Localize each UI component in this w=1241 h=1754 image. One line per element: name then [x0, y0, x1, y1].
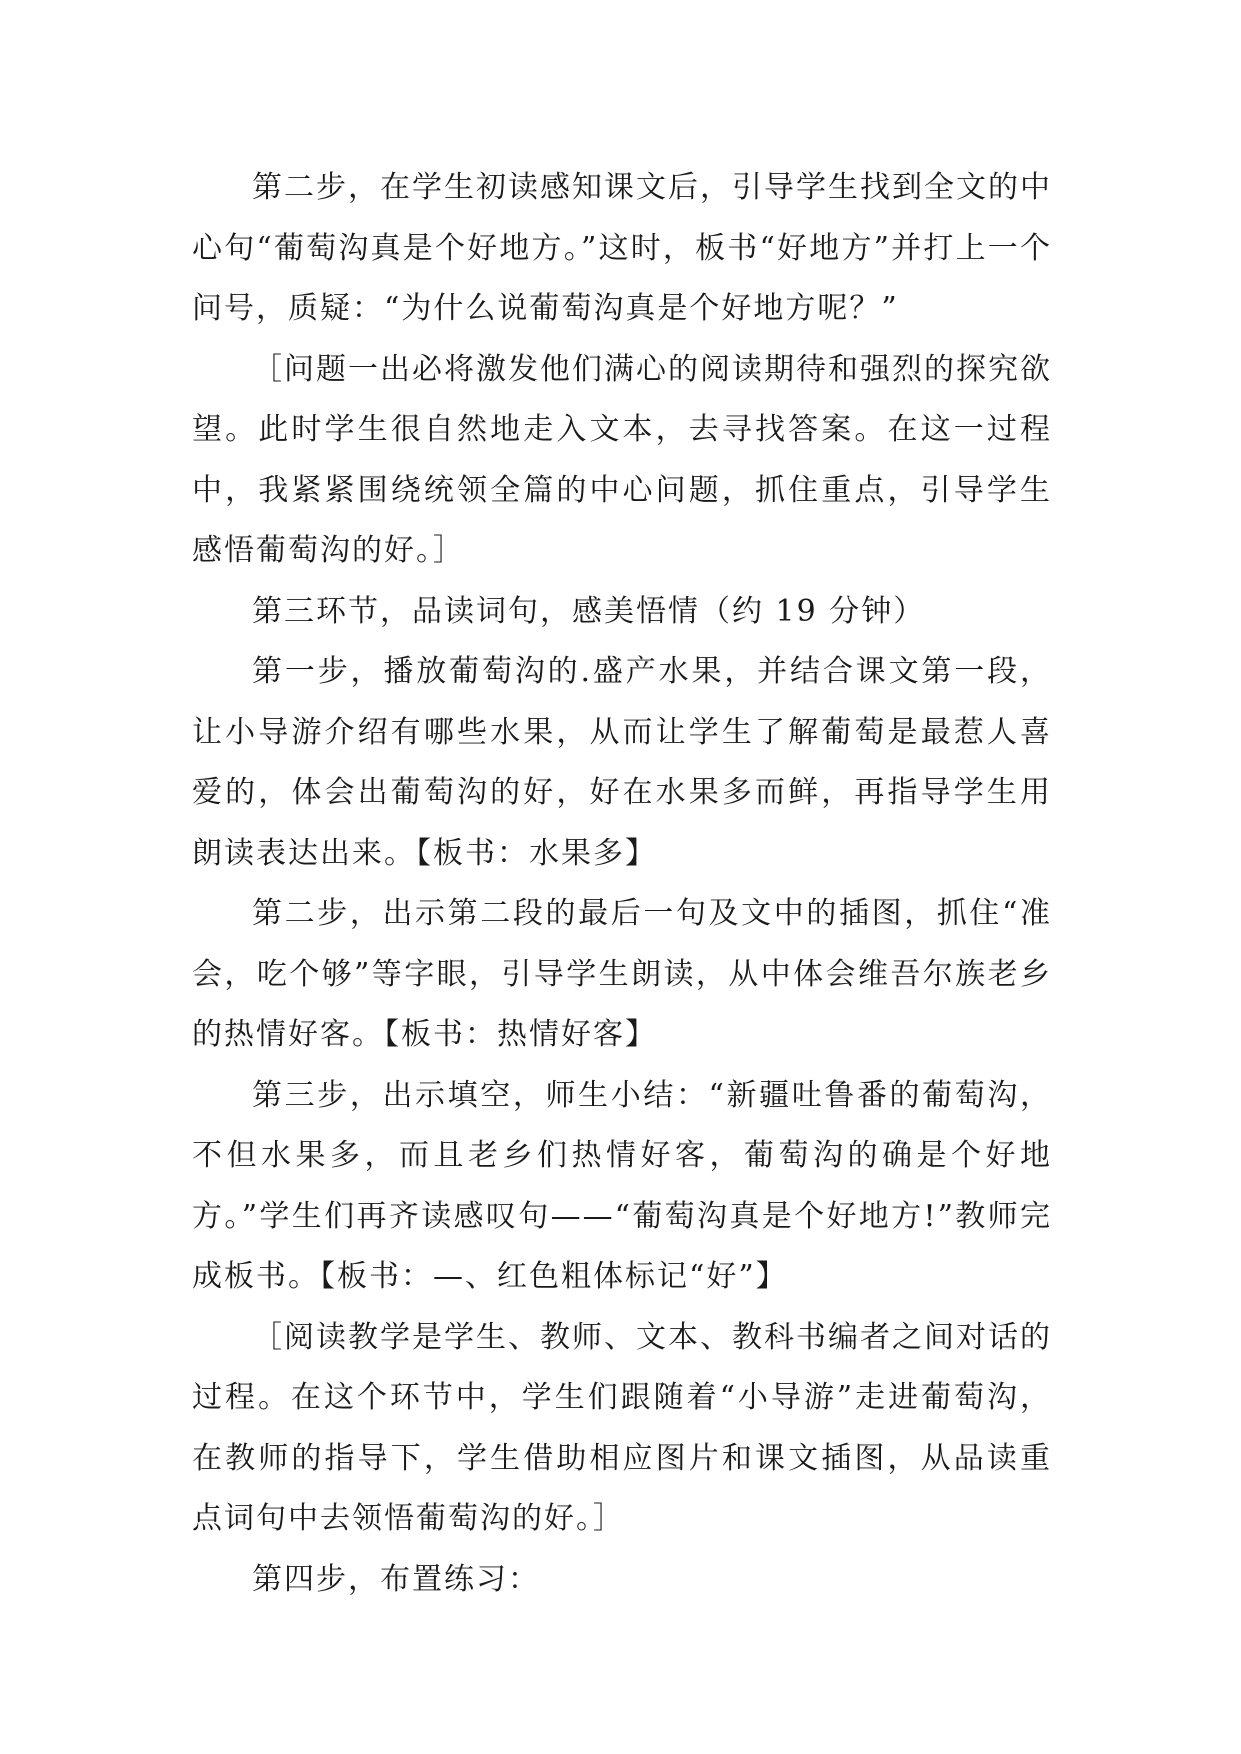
paragraph-commentary-2: ［阅读教学是学生、教师、文本、教科书编者之间对话的过程。在这个环节中，学生们跟随着“小导游”走进葡萄沟，在教师的指导下，学生借助相应图片和课文插图，从品读重点词句中去领悟葡萄沟的好。］	[192, 1319, 1052, 1536]
paragraph-step-four: 第四步，布置练习：	[252, 1561, 540, 1597]
paragraph-step-two: 第二步，在学生初读感知课文后，引导学生找到全文的中心句“葡萄沟真是个好地方。”这时，板书“好地方”并打上一个问号，质疑：“为什么说葡萄沟真是个好地方呢？”	[192, 170, 1052, 326]
document-page	[192, 158, 1052, 1610]
paragraph-step-one: 第一步，播放葡萄沟的.盛产水果，并结合课文第一段，让小导游介绍有哪些水果，从而让学生了解葡萄是最惹人喜爱的，体会出葡萄沟的好，好在水果多而鲜，再指导学生用朗读表达出来。【板书：水果多】	[192, 654, 1052, 871]
paragraph-step-three: 第三步，出示填空，师生小结：“新疆吐鲁番的葡萄沟，不但水果多，而且老乡们热情好客，葡萄沟的确是个好地方。”学生们再齐读感叹句——“葡萄沟真是个好地方!”教师完成板书。【板书：—、红色粗体标记“好”】	[192, 1077, 1052, 1294]
paragraph-step-two-b: 第二步，出示第二段的最后一句及文中的插图，抓住“准会，吃个够”等字眼，引导学生朗读，从中体会维吾尔族老乡的热情好客。【板书：热情好客】	[192, 896, 1052, 1052]
paragraph-section-three-heading: 第三环节，品读词句，感美悟情（约 19 分钟）	[252, 593, 926, 629]
paragraph-commentary-1: ［问题一出必将激发他们满心的阅读期待和强烈的探究欲望。此时学生很自然地走入文本，去寻找答案。在这一过程中，我紧紧围绕统领全篇的中心问题，抓住重点，引导学生感悟葡萄沟的好。］	[192, 351, 1052, 568]
